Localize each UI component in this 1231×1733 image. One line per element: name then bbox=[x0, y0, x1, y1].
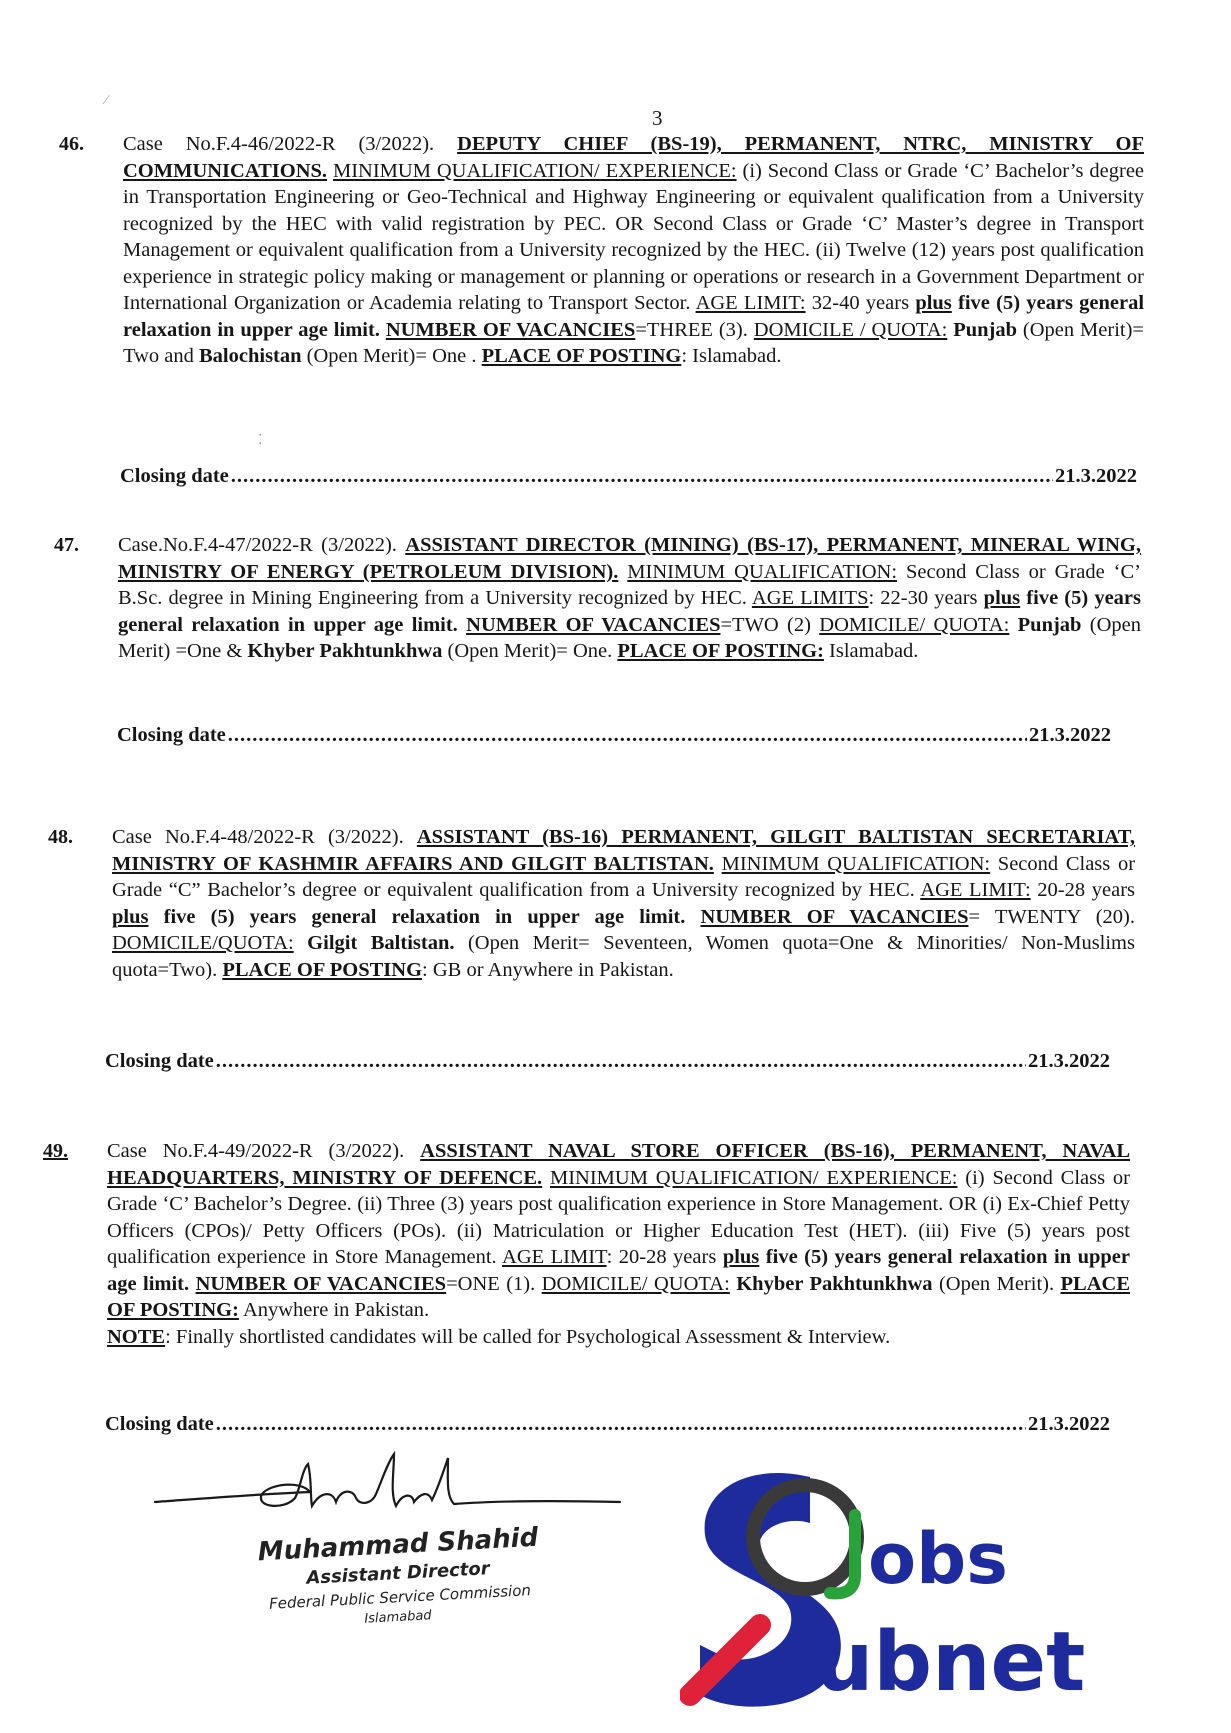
vacancies-label: NUMBER OF VACANCIES bbox=[385, 318, 636, 341]
domicile-quota: (Open Merit)= One . bbox=[306, 345, 477, 367]
entry-47 bbox=[54, 532, 1142, 665]
vacancies-value: =ONE (1). bbox=[446, 1272, 536, 1295]
domicile-province: Gilgit Baltistan. bbox=[307, 932, 455, 954]
domicile-label: DOMICILE/ QUOTA: bbox=[541, 1272, 730, 1295]
qualification-text: Second Class or Grade “C” Bachelor’s degree or equivalent qualification from a University recognized by HEC. bbox=[112, 852, 1136, 901]
scan-mark: ⁚ bbox=[258, 433, 263, 448]
closing-date-value: 21.3.2022 bbox=[1028, 1050, 1110, 1072]
closing-date-47 bbox=[117, 724, 1111, 747]
plus-label: plus bbox=[112, 905, 149, 928]
closing-date-label: Closing date bbox=[117, 724, 226, 746]
post-title: ASSISTANT NAVAL STORE OFFICER (BS-16), PERMANENT, NAVAL HEADQUARTERS, MINISTRY OF DEFENCE. bbox=[107, 1140, 1131, 1189]
jobs-subnet-logo bbox=[680, 1455, 1100, 1725]
svg-text:ubnet: ubnet bbox=[815, 1615, 1086, 1710]
post-title: ASSISTANT DIRECTOR (MINING) (BS-17), PERMANENT, MINERAL WING, MINISTRY OF ENERGY (PETROLEUM DIVISION). bbox=[118, 534, 1141, 583]
entry-text bbox=[118, 532, 1141, 665]
domicile-quota: (Open Merit). bbox=[938, 1272, 1055, 1295]
vacancies-value: =TWO (2) bbox=[720, 613, 811, 636]
domicile-province: Punjab bbox=[953, 318, 1018, 341]
entry-number: 48. bbox=[48, 826, 73, 848]
closing-date-48 bbox=[105, 1050, 1110, 1073]
domicile-province: Khyber Pakhtunkhwa bbox=[736, 1272, 933, 1295]
note-line bbox=[107, 1324, 1130, 1351]
posting-value: : GB or Anywhere in Pakistan. bbox=[422, 958, 674, 981]
domicile-label: DOMICILE / QUOTA: bbox=[753, 318, 948, 341]
relaxation-text: five (5) years general relaxation in upper age limit. bbox=[123, 292, 1145, 341]
closing-date-46 bbox=[120, 465, 1137, 488]
signature-block bbox=[150, 1450, 640, 1630]
entry-number: 46. bbox=[59, 133, 84, 155]
closing-date-label: Closing date bbox=[105, 1413, 214, 1435]
domicile-label: DOMICILE/ QUOTA: bbox=[819, 613, 1010, 636]
age-limit-label: AGE LIMIT: bbox=[920, 879, 1031, 901]
age-limit-label: AGE LIMIT: bbox=[695, 292, 806, 314]
signatory-organization: Federal Public Service Commission bbox=[268, 1581, 532, 1613]
entry-text bbox=[112, 824, 1135, 983]
domicile-province: Balochistan bbox=[199, 345, 302, 367]
age-limit-value: 32-40 years bbox=[811, 292, 910, 314]
entry-48 bbox=[48, 824, 1136, 983]
posting-label: PLACE OF POSTING: bbox=[107, 1272, 1131, 1321]
svg-text:obs: obs bbox=[868, 1518, 1008, 1600]
plus-label: plus bbox=[915, 292, 952, 314]
vacancies-value: = TWENTY (20). bbox=[968, 905, 1135, 928]
case-number: Case.No.F.4-47/2022-R (3/2022). bbox=[118, 534, 397, 556]
qualification-text: (i) Second Class or Grade ‘C’ Bachelor’s Degree. (ii) Three (3) years post qualification experience in Store Management. OR (i) Ex-Chief Petty Officers (CPOs)/ Petty Officers (POs). (ii) Matriculation or Higher Education Test (HET). (iii) Five (5) years post qualification experience in Store Management. bbox=[107, 1166, 1130, 1268]
qualification-label: MINIMUM QUALIFICATION/ EXPERIENCE: bbox=[550, 1166, 958, 1189]
vacancies-value: =THREE (3). bbox=[635, 318, 748, 341]
age-limit-value: : 22-30 years bbox=[868, 587, 978, 609]
domicile-label: DOMICILE/QUOTA: bbox=[112, 932, 294, 954]
closing-date-value: 21.3.2022 bbox=[1029, 724, 1111, 746]
relaxation-text: five (5) years general relaxation in upper age limit. bbox=[118, 587, 1142, 636]
case-number: Case No.F.4-48/2022-R (3/2022). bbox=[112, 826, 404, 848]
qualification-label: MINIMUM QUALIFICATION: bbox=[627, 560, 898, 583]
closing-date-label: Closing date bbox=[105, 1050, 214, 1072]
qualification-text: Second Class or Grade ‘C’ B.Sc. degree in Mining Engineering from a University recognized by HEC. bbox=[118, 560, 1142, 609]
posting-label: PLACE OF POSTING bbox=[481, 345, 682, 367]
relaxation-text: five (5) years general relaxation in upper age limit. bbox=[163, 905, 686, 928]
qualification-label: MINIMUM QUALIFICATION/ EXPERIENCE: bbox=[332, 159, 737, 182]
domicile-province: Punjab bbox=[1017, 613, 1082, 636]
leader-dots bbox=[216, 1050, 1026, 1073]
domicile-province: Khyber Pakhtunkhwa bbox=[247, 640, 443, 662]
qualification-label: MINIMUM QUALIFICATION: bbox=[721, 852, 991, 875]
leader-dots bbox=[216, 1413, 1026, 1436]
signatory-name: Muhammad Shahid bbox=[257, 1522, 539, 1568]
age-limit-value: : 20-28 years bbox=[606, 1246, 717, 1268]
vacancies-label: NUMBER OF VACANCIES bbox=[195, 1272, 447, 1295]
posting-value: Islamabad. bbox=[829, 640, 919, 662]
age-limit-label: AGE LIMIT bbox=[502, 1246, 607, 1268]
page-number: 3 bbox=[652, 106, 663, 130]
scan-mark: ⁄ bbox=[105, 93, 108, 108]
domicile-quota: (Open Merit= Seventeen, Women quota=One & Minorities/ Non-Muslims quota=Two). bbox=[112, 932, 1135, 981]
relaxation-text: five (5) years general relaxation in upper age limit. bbox=[107, 1246, 1131, 1295]
closing-date-49 bbox=[105, 1413, 1110, 1436]
case-number: Case No.F.4-49/2022-R (3/2022). bbox=[107, 1140, 405, 1162]
entry-49 bbox=[43, 1138, 1131, 1350]
vacancies-label: NUMBER OF VACANCIES bbox=[700, 905, 969, 928]
entry-text bbox=[107, 1138, 1130, 1324]
posting-label: PLACE OF POSTING bbox=[222, 958, 423, 981]
age-limit-label: AGE LIMITS bbox=[751, 587, 869, 609]
plus-label: plus bbox=[983, 587, 1021, 609]
closing-date-value: 21.3.2022 bbox=[1055, 465, 1137, 487]
age-limit-value: 20-28 years bbox=[1037, 879, 1135, 901]
leader-dots bbox=[228, 724, 1027, 747]
entry-number: 47. bbox=[54, 534, 79, 556]
post-title: ASSISTANT (BS-16) PERMANENT, GILGIT BALTISTAN SECRETARIAT, MINISTRY OF KASHMIR AFFAIRS AND GILGIT BALTISTAN. bbox=[112, 826, 1135, 875]
domicile-quota: (Open Merit)= Two and bbox=[123, 318, 1144, 367]
posting-value: : Islamabad. bbox=[681, 345, 782, 367]
domicile-quota: (Open Merit)= One. bbox=[447, 640, 613, 662]
entry-number: 49. bbox=[43, 1140, 68, 1162]
qualification-text: (i) Second Class or Grade ‘C’ Bachelor’s degree in Transportation Engineering or Geo-Technical and Highway Engineering or equivalent qualification from a University recognized by the HEC with valid registration by PEC. OR Second Class or Grade ‘C’ Master’s degree in Transport Management or equivalent qualification from a University recognized by the HEC. (ii) Twelve (12) years post qualification experience in strategic policy making or management or planning or operations or research in a Government Department or International Organization or Academia relating to Transport Sector. bbox=[123, 159, 1145, 314]
note-label: NOTE bbox=[107, 1325, 166, 1348]
posting-label: PLACE OF POSTING: bbox=[617, 640, 824, 662]
case-number: Case No.F.4-46/2022-R (3/2022). bbox=[123, 133, 435, 155]
vacancies-label: NUMBER OF VACANCIES bbox=[466, 613, 721, 636]
posting-value: Anywhere in Pakistan. bbox=[242, 1299, 430, 1321]
domicile-quota: (Open Merit) =One & bbox=[118, 613, 1142, 662]
post-title: DEPUTY CHIEF (BS-19), PERMANENT, NTRC, MINISTRY OF COMMUNICATIONS. bbox=[123, 133, 1144, 182]
leader-dots bbox=[231, 465, 1053, 488]
closing-date-label: Closing date bbox=[120, 465, 229, 487]
entry-46 bbox=[59, 131, 1145, 370]
closing-date-value: 21.3.2022 bbox=[1028, 1413, 1110, 1435]
signatory-city: Islamabad bbox=[363, 1608, 432, 1627]
signatory-title: Assistant Director bbox=[305, 1558, 491, 1589]
note-text: : Finally shortlisted candidates will be called for Psychological Assessment & Interview. bbox=[165, 1325, 891, 1348]
entry-text bbox=[123, 131, 1144, 370]
plus-label: plus bbox=[722, 1246, 760, 1268]
